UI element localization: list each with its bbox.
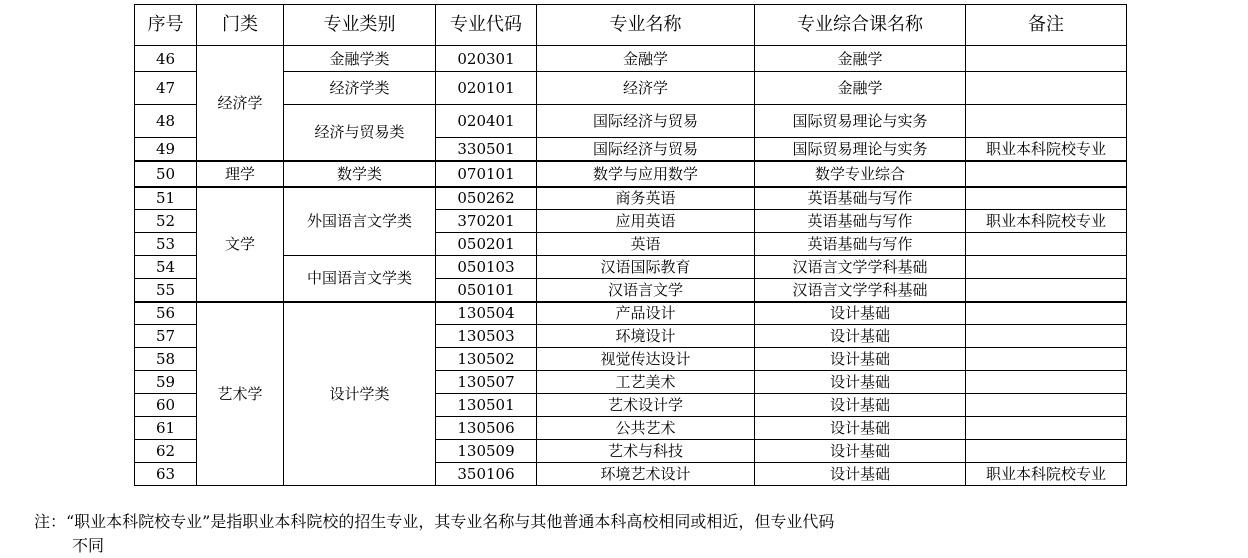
cell-subcategory: 经济与贸易类 [284,105,436,161]
cell-remark [966,105,1127,138]
cell-major-name: 视觉传达设计 [537,348,755,371]
cell-course-name: 设计基础 [755,440,966,463]
cell-course-name: 设计基础 [755,348,966,371]
cell-no: 61 [135,417,197,440]
cell-no: 46 [135,46,197,72]
cell-code: 130504 [436,302,537,325]
cell-remark [966,187,1127,210]
header-subcategory: 专业类别 [284,5,436,46]
header-category: 门类 [197,5,284,46]
cell-remark [966,279,1127,302]
cell-remark [966,46,1127,72]
table-row [135,161,1127,187]
cell-code: 130501 [436,394,537,417]
cell-no: 47 [135,72,197,105]
cell-major-name: 产品设计 [537,302,755,325]
cell-course-name: 英语基础与写作 [755,210,966,233]
cell-major-name: 国际经济与贸易 [537,138,755,161]
cell-no: 57 [135,325,197,348]
cell-category: 经济学 [197,46,284,161]
cell-no: 50 [135,161,197,187]
cell-code: 330501 [436,138,537,161]
cell-code: 130502 [436,348,537,371]
header-course-name: 专业综合课名称 [755,5,966,46]
cell-subcategory: 数学类 [284,161,436,187]
cell-remark: 职业本科院校专业 [966,138,1127,161]
cell-no: 53 [135,233,197,256]
cell-course-name: 数学专业综合 [755,161,966,187]
cell-course-name: 汉语言文学学科基础 [755,279,966,302]
cell-code: 370201 [436,210,537,233]
cell-remark [966,440,1127,463]
cell-no: 56 [135,302,197,325]
cell-no: 49 [135,138,197,161]
header-code: 专业代码 [436,5,537,46]
cell-course-name: 设计基础 [755,325,966,348]
cell-category: 艺术学 [197,302,284,486]
cell-major-name: 商务英语 [537,187,755,210]
cell-course-name: 英语基础与写作 [755,233,966,256]
cell-subcategory: 中国语言文学类 [284,256,436,302]
cell-major-name: 国际经济与贸易 [537,105,755,138]
cell-no: 55 [135,279,197,302]
cell-course-name: 设计基础 [755,463,966,486]
cell-major-name: 环境艺术设计 [537,463,755,486]
cell-subcategory: 设计学类 [284,302,436,486]
cell-no: 48 [135,105,197,138]
cell-remark [966,348,1127,371]
cell-code: 050101 [436,279,537,302]
cell-remark: 职业本科院校专业 [966,210,1127,233]
cell-remark [966,233,1127,256]
cell-code: 130506 [436,417,537,440]
cell-course-name: 金融学 [755,46,966,72]
cell-course-name: 国际贸易理论与实务 [755,138,966,161]
header-remark: 备注 [966,5,1127,46]
cell-course-name: 金融学 [755,72,966,105]
cell-major-name: 汉语国际教育 [537,256,755,279]
cell-code: 020101 [436,72,537,105]
cell-remark [966,161,1127,187]
cell-remark [966,256,1127,279]
table-row [135,72,1127,105]
cell-major-name: 经济学 [537,72,755,105]
cell-course-name: 设计基础 [755,302,966,325]
cell-remark [966,371,1127,394]
cell-course-name: 汉语言文学学科基础 [755,256,966,279]
cell-code: 350106 [436,463,537,486]
cell-remark [966,417,1127,440]
cell-code: 020301 [436,46,537,72]
cell-major-name: 应用英语 [537,210,755,233]
cell-code: 130507 [436,371,537,394]
cell-course-name: 英语基础与写作 [755,187,966,210]
cell-code: 130503 [436,325,537,348]
cell-major-name: 公共艺术 [537,417,755,440]
cell-category: 理学 [197,161,284,187]
cell-major-name: 环境设计 [537,325,755,348]
table-row [135,256,1127,279]
cell-code: 020401 [436,105,537,138]
cell-no: 51 [135,187,197,210]
cell-subcategory: 经济学类 [284,72,436,105]
cell-no: 62 [135,440,197,463]
cell-major-name: 金融学 [537,46,755,72]
cell-major-name: 工艺美术 [537,371,755,394]
cell-no: 60 [135,394,197,417]
cell-subcategory: 金融学类 [284,46,436,72]
cell-no: 59 [135,371,197,394]
cell-no: 63 [135,463,197,486]
cell-course-name: 设计基础 [755,417,966,440]
cell-remark [966,302,1127,325]
table-row [135,46,1127,72]
cell-no: 52 [135,210,197,233]
cell-code: 050103 [436,256,537,279]
cell-major-name: 数学与应用数学 [537,161,755,187]
table-row [135,105,1127,138]
cell-major-name: 艺术设计学 [537,394,755,417]
cell-major-name: 汉语言文学 [537,279,755,302]
cell-major-name: 艺术与科技 [537,440,755,463]
footnote-line-2: 不同 [72,536,105,555]
cell-remark: 职业本科院校专业 [966,463,1127,486]
header-major-name: 专业名称 [537,5,755,46]
cell-category: 文学 [197,187,284,302]
cell-course-name: 国际贸易理论与实务 [755,105,966,138]
footnote-line-1: 注：“职业本科院校专业”是指职业本科院校的招生专业，其专业名称与其他普通本科高校相同或相近，但专业代码 [34,512,835,531]
cell-code: 050262 [436,187,537,210]
table-row [135,302,1127,325]
cell-no: 54 [135,256,197,279]
header-no: 序号 [135,5,197,46]
cell-remark [966,72,1127,105]
footnote [34,510,834,558]
cell-course-name: 设计基础 [755,394,966,417]
cell-code: 070101 [436,161,537,187]
table-row [135,187,1127,210]
cell-no: 58 [135,348,197,371]
majors-table [134,4,1127,486]
table-header-row [135,5,1127,46]
cell-course-name: 设计基础 [755,371,966,394]
cell-subcategory: 外国语言文学类 [284,187,436,256]
cell-code: 130509 [436,440,537,463]
cell-code: 050201 [436,233,537,256]
cell-remark [966,325,1127,348]
cell-remark [966,394,1127,417]
cell-major-name: 英语 [537,233,755,256]
